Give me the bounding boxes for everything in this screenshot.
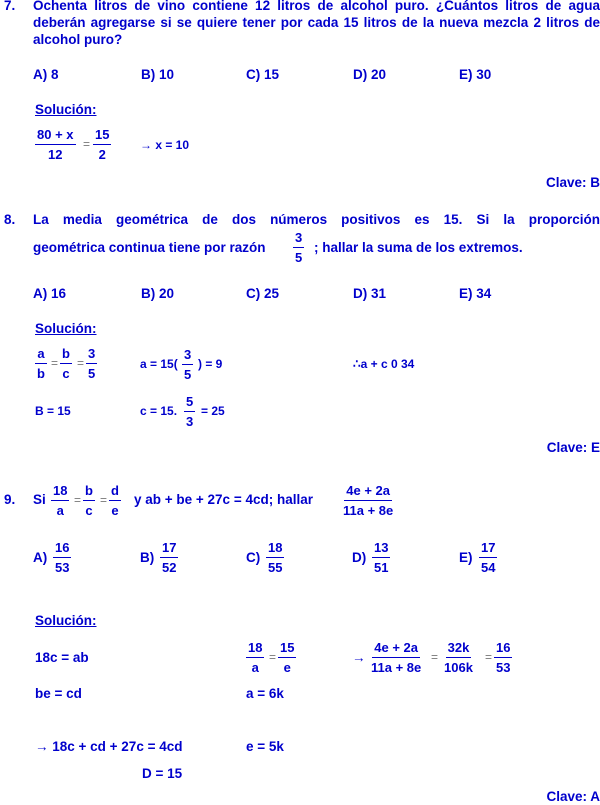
p9-result-fraction-3 <box>494 640 512 675</box>
p9-condition: y ab + be + 27c = 4cd; hallar <box>134 492 313 507</box>
p9-fraction-18-a <box>51 483 69 518</box>
p9-opt-e-den: 54 <box>481 560 496 575</box>
p9-option-a-label: A) <box>33 550 48 565</box>
p9-opt-d-num: 13 <box>372 540 390 558</box>
p9-m1-num: 18 <box>246 640 264 658</box>
p9-result-fraction-2 <box>442 640 475 675</box>
problem-8-line-1: La media geométrica de dos números positivos es 15. Si la proporción <box>33 212 600 227</box>
problem-9-number: 9. <box>4 492 16 507</box>
problem-8-number: 8. <box>4 212 16 227</box>
p9-opt-c-den: 55 <box>268 560 283 575</box>
p7-fraction-right-num: 15 <box>93 127 111 145</box>
p8-c-eq-num: 5 <box>184 394 195 412</box>
p7-fraction-right-den: 2 <box>98 147 106 162</box>
problem-8-line-2b: ; hallar la suma de los extremos. <box>314 240 523 255</box>
p8-frac2-num: b <box>60 346 72 364</box>
p9-target-fraction <box>341 483 395 518</box>
p7-answer-key: Clave: B <box>545 175 600 190</box>
p7-result: → x = 10 <box>140 138 190 152</box>
p8-ratio-den: 5 <box>295 250 303 265</box>
p9-f3-den: e <box>111 503 119 518</box>
p9-r3-num: 16 <box>494 640 512 658</box>
p8-c-eq-den: 3 <box>186 414 194 429</box>
p9-step-2: be = cd <box>35 686 82 701</box>
p9-mid-eq: = <box>269 650 277 664</box>
p9-option-d-fraction <box>372 540 390 575</box>
p9-r3-den: 53 <box>496 660 511 675</box>
p8-ratio-num: 3 <box>293 230 304 248</box>
p9-f1-den: a <box>56 503 64 518</box>
p9-option-a-fraction <box>53 540 71 575</box>
p8-option-a: A) 16 <box>33 286 67 301</box>
p8-option-d: D) 31 <box>353 286 387 301</box>
p8-a-eq-fraction <box>182 347 193 382</box>
p9-result-fraction-1 <box>369 640 423 675</box>
p9-r1-den: 11a + 8e <box>371 660 422 675</box>
p9-eq-1: = <box>74 493 82 507</box>
p8-answer-key: Clave: E <box>546 440 600 455</box>
p8-ratio-fraction <box>293 230 304 265</box>
p8-option-e: E) 34 <box>459 286 492 301</box>
p9-opt-b-den: 52 <box>162 560 177 575</box>
problem-8-line-2a: geométrica continua tiene por razón <box>33 240 266 255</box>
p8-frac1-den: b <box>37 366 45 381</box>
p9-option-e-label: E) <box>459 550 473 565</box>
p7-fraction-left-den: 12 <box>48 147 63 162</box>
p9-option-d-label: D) <box>352 550 367 565</box>
p9-opt-b-num: 17 <box>160 540 178 558</box>
p9-r2-den: 106k <box>444 660 473 675</box>
p9-m2-num: 15 <box>278 640 296 658</box>
p9-option-c-label: C) <box>246 550 261 565</box>
p7-solution-heading: Solución: <box>35 102 97 117</box>
problem-7-number: 7. <box>4 0 16 13</box>
p9-option-b-fraction <box>160 540 178 575</box>
p9-f2-num: b <box>83 483 95 501</box>
p9-f1-num: 18 <box>51 483 69 501</box>
p8-b-eq: B = 15 <box>35 404 71 418</box>
p9-result-eq-1: = <box>431 650 439 664</box>
p7-option-e: E) 30 <box>459 67 492 82</box>
p8-option-c: C) 25 <box>246 286 280 301</box>
p9-m2-den: e <box>283 660 291 675</box>
p9-option-b-label: B) <box>140 550 155 565</box>
p9-opt-a-den: 53 <box>55 560 70 575</box>
p7-option-d: D) 20 <box>353 67 387 82</box>
problem-7-statement: Ochenta litros de vino contiene 12 litros de alcohol puro. ¿Cuántos litros de agua deberán agregarse si se quiere tener por cada 15 litros de la nueva mezcla 2 litros de alcohol puro? <box>33 0 600 47</box>
p7-fraction-left-num: 80 + x <box>35 127 76 145</box>
p8-c-eq-pre: c = 15. <box>140 404 178 418</box>
p9-f2-den: c <box>85 503 93 518</box>
p8-frac2-den: c <box>62 366 70 381</box>
p9-answer-key: Clave: A <box>546 789 600 804</box>
p8-therefore: ∴a + c 0 34 <box>353 357 415 371</box>
p8-eq-1: = <box>51 356 59 370</box>
p8-eq-2: = <box>77 356 85 370</box>
p9-option-c-fraction <box>266 540 284 575</box>
p8-option-b: B) 20 <box>141 286 175 301</box>
p8-solution-heading: Solución: <box>35 321 97 336</box>
p8-frac3-den: 5 <box>88 366 96 381</box>
p9-si: Si <box>33 492 46 507</box>
p8-frac1-num: a <box>35 346 46 364</box>
p9-eq-2: = <box>100 493 108 507</box>
p8-a-eq-pre: a = 15( <box>140 357 178 371</box>
p9-fraction-d-e <box>109 483 121 518</box>
p7-fraction-left <box>35 127 76 162</box>
p8-a-eq-den: 5 <box>184 367 192 382</box>
p7-equals-sign: = <box>83 137 91 151</box>
p7-option-a: A) 8 <box>33 67 59 82</box>
p8-c-eq-post: = 25 <box>201 404 225 418</box>
p8-fraction-b-c <box>60 346 72 381</box>
p9-mid-fraction-1 <box>246 640 264 675</box>
p9-step-3: → 18c + cd + 27c = 4cd <box>35 739 183 754</box>
p9-f3-num: d <box>109 483 121 501</box>
p7-option-c: C) 15 <box>246 67 280 82</box>
p7-fraction-right <box>93 127 111 162</box>
p9-option-e-fraction <box>479 540 497 575</box>
p9-a-value: a = 6k <box>246 686 284 701</box>
p9-fraction-b-c <box>83 483 95 518</box>
p8-a-eq-num: 3 <box>182 347 193 365</box>
p9-r2-num: 32k <box>446 640 472 658</box>
p8-fraction-a-b <box>35 346 47 381</box>
p8-c-eq-fraction <box>184 394 195 429</box>
p9-mid-fraction-2 <box>278 640 296 675</box>
p9-step-4: D = 15 <box>142 766 183 781</box>
p8-a-eq-post: ) = 9 <box>198 357 223 371</box>
p9-opt-d-den: 51 <box>374 560 389 575</box>
p9-opt-a-num: 16 <box>53 540 71 558</box>
p9-target-num: 4e + 2a <box>344 483 392 501</box>
p9-m1-den: a <box>251 660 259 675</box>
p9-r1-num: 4e + 2a <box>372 640 420 658</box>
p9-opt-c-num: 18 <box>266 540 284 558</box>
p9-e-value: e = 5k <box>246 739 284 754</box>
p9-arrow: → <box>352 650 366 665</box>
p9-step-1: 18c = ab <box>35 650 89 665</box>
p9-solution-heading: Solución: <box>35 613 97 628</box>
p9-target-den: 11a + 8e <box>343 503 394 518</box>
p8-fraction-ratio <box>86 346 97 381</box>
p9-result-eq-2: = <box>485 650 493 664</box>
p9-opt-e-num: 17 <box>479 540 497 558</box>
p7-option-b: B) 10 <box>141 67 175 82</box>
p8-frac3-num: 3 <box>86 346 97 364</box>
